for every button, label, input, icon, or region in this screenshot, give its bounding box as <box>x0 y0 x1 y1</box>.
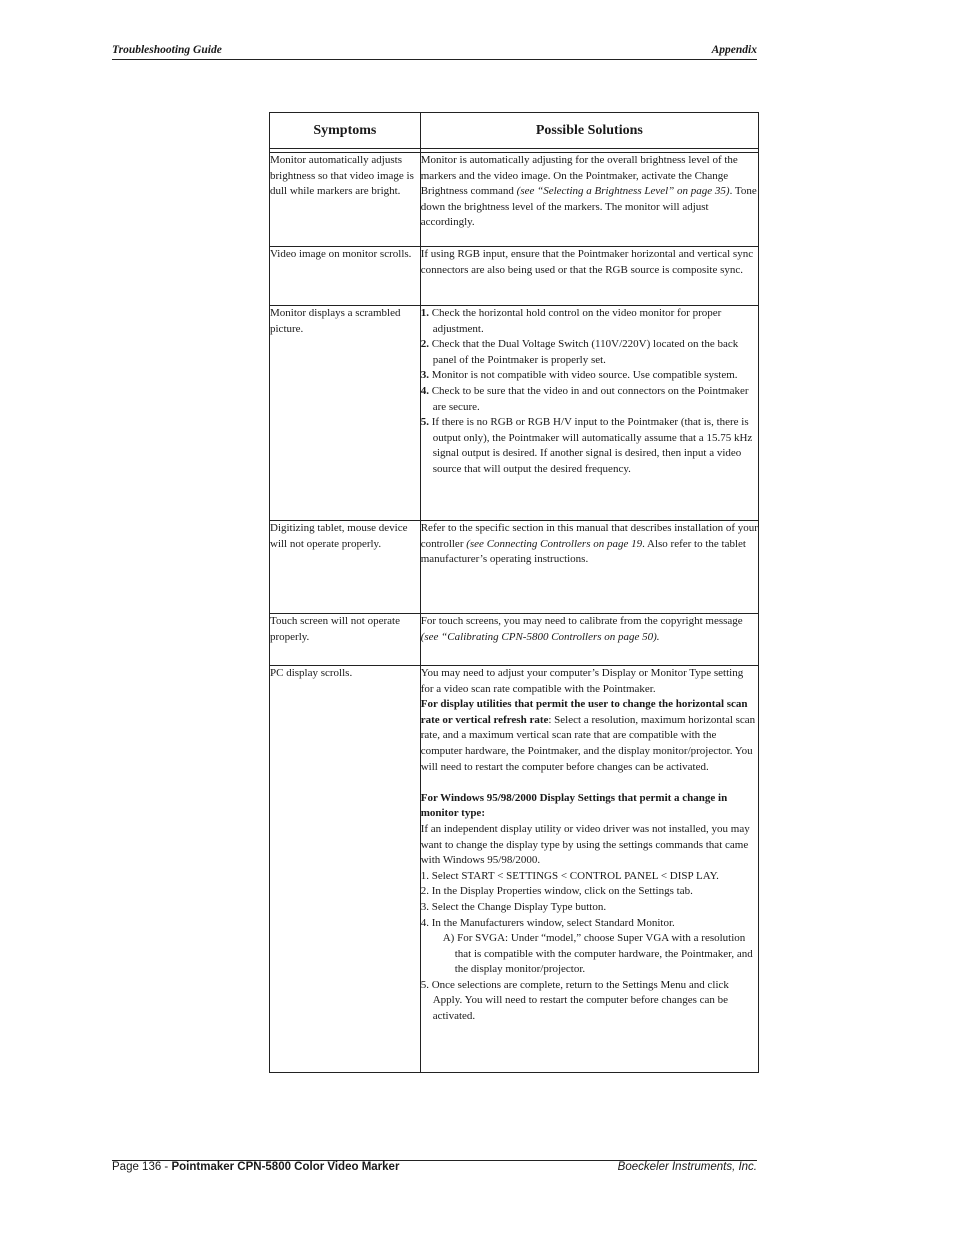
table-row <box>270 614 759 666</box>
footer-page-label: Page 136 - Pointmaker CPN-5800 Color Video Marker <box>112 1161 400 1173</box>
solution-paragraph: You may need to adjust your computer’s Display or Monitor Type setting for a video scan rate compatible with the Pointmaker. <box>420 667 744 695</box>
solution-cell: If using RGB input, ensure that the Pointmaker horizontal and vertical sync connectors are also being used or that the RGB source is composite sync. <box>420 247 758 306</box>
table-row <box>270 153 759 247</box>
solution-text: Monitor is automatically adjusting for the overall brightness level of the markers and the video image. On the Pointmaker, activate the Change Brightness command <box>420 154 738 198</box>
solution-subheading: For Windows 95/98/2000 Display Settings that permit a change in monitor type: <box>420 791 728 820</box>
symptom-cell: Monitor automatically adjusts brightness so that video image is dull while markers are bright. <box>270 153 421 247</box>
solution-cell <box>420 521 758 614</box>
numbered-item: 2. Check that the Dual Voltage Switch (110V/220V) located on the back panel of the Pointmaker is properly set. <box>420 338 739 366</box>
step-item: 5. Once selections are complete, return to the Settings Menu and click Apply. You will need to restart the computer before changes can be activated. <box>420 978 729 1023</box>
page-reference: (see Connecting Controllers on page 19 <box>466 537 643 550</box>
sub-step-item: A) For SVGA: Under “model,” choose Super VGA with a resolution that is compatible with the computer hardware, the Pointmaker, and the display monitor/projector. <box>442 932 753 976</box>
symptom-cell: Touch screen will not operate properly. <box>270 614 421 666</box>
numbered-item: 3. Monitor is not compatible with video source. Use compatible system. <box>420 369 738 382</box>
step-item: 1. Select START < SETTINGS < CONTROL PANEL < DISP LAY. <box>420 869 719 882</box>
header-section-title: Troubleshooting Guide <box>112 44 222 56</box>
numbered-item: 4. Check to be sure that the video in and out connectors on the Pointmaker are secure. <box>420 384 749 413</box>
solution-cell <box>420 614 758 666</box>
header-chapter-title: Appendix <box>711 44 757 56</box>
step-item: 2. In the Display Properties window, click on the Settings tab. <box>420 885 693 898</box>
page-reference: (see “Selecting a Brightness Level” on page 35) <box>516 185 730 198</box>
symptom-cell: Digitizing tablet, mouse device will not operate properly. <box>270 521 421 614</box>
table-header-row <box>270 113 759 149</box>
solution-paragraph: If an independent display utility or video driver was not installed, you may want to change the display type by using the settings commands that came with Windows 95/98/2000. <box>420 822 750 867</box>
solution-cell <box>420 666 758 1073</box>
step-item: 3. Select the Change Display Type button. <box>420 900 607 913</box>
solution-text: . Also refer to the tablet manufacturer’s operating instructions. <box>420 537 746 566</box>
page-reference: (see “Calibrating CPN-5800 Controllers on page 50). <box>420 630 660 643</box>
solution-cell <box>420 153 758 247</box>
numbered-item: 5. If there is no RGB or RGB H/V input to the Pointmaker (that is, there is output only), the Pointmaker will automatically assume that a 15.75 kHz signal output is desired. If another signal is desired, then input a video source that will output the desired frequency. <box>420 416 753 475</box>
numbered-item: 1. Check the horizontal hold control on the video monitor for proper adjustment. <box>420 307 722 335</box>
step-item: 4. In the Manufacturers window, select Standard Monitor. <box>420 916 675 929</box>
solution-text: . Tone down the brightness level of the markers. The monitor will adjust accordingly. <box>420 185 757 229</box>
solution-cell <box>420 306 758 521</box>
footer-product-name: Pointmaker CPN-5800 Color Video Marker <box>171 1161 400 1173</box>
header-possible-solutions: Possible Solutions <box>420 113 758 149</box>
symptom-cell: Video image on monitor scrolls. <box>270 247 421 306</box>
table-row <box>270 521 759 614</box>
symptom-cell: PC display scrolls. <box>270 666 421 1073</box>
footer-company: Boeckeler Instruments, Inc. <box>617 1161 757 1173</box>
running-footer <box>112 1160 757 1173</box>
solution-text: For touch screens, you may need to calibrate from the copyright message <box>420 615 743 627</box>
solution-text: Refer to the specific section in this manual that describes installation of your controller <box>420 522 758 550</box>
header-symptoms: Symptoms <box>270 113 421 149</box>
table-row <box>270 247 759 306</box>
table-row <box>270 306 759 521</box>
troubleshooting-table <box>269 112 759 1073</box>
running-header <box>112 43 757 60</box>
symptom-cell: Monitor displays a scrambled picture. <box>270 306 421 521</box>
solution-paragraph: For display utilities that permit the user to change the horizontal scan rate or vertical refresh rate: Select a resolution, maximum horizontal scan rate, and a maximum vertical scan rate that are compatible with the computer hardware, the Pointmaker, and the display monitor/projector. You will need to restart the computer before changes can be activated. <box>420 698 756 773</box>
table-row <box>270 666 759 1073</box>
